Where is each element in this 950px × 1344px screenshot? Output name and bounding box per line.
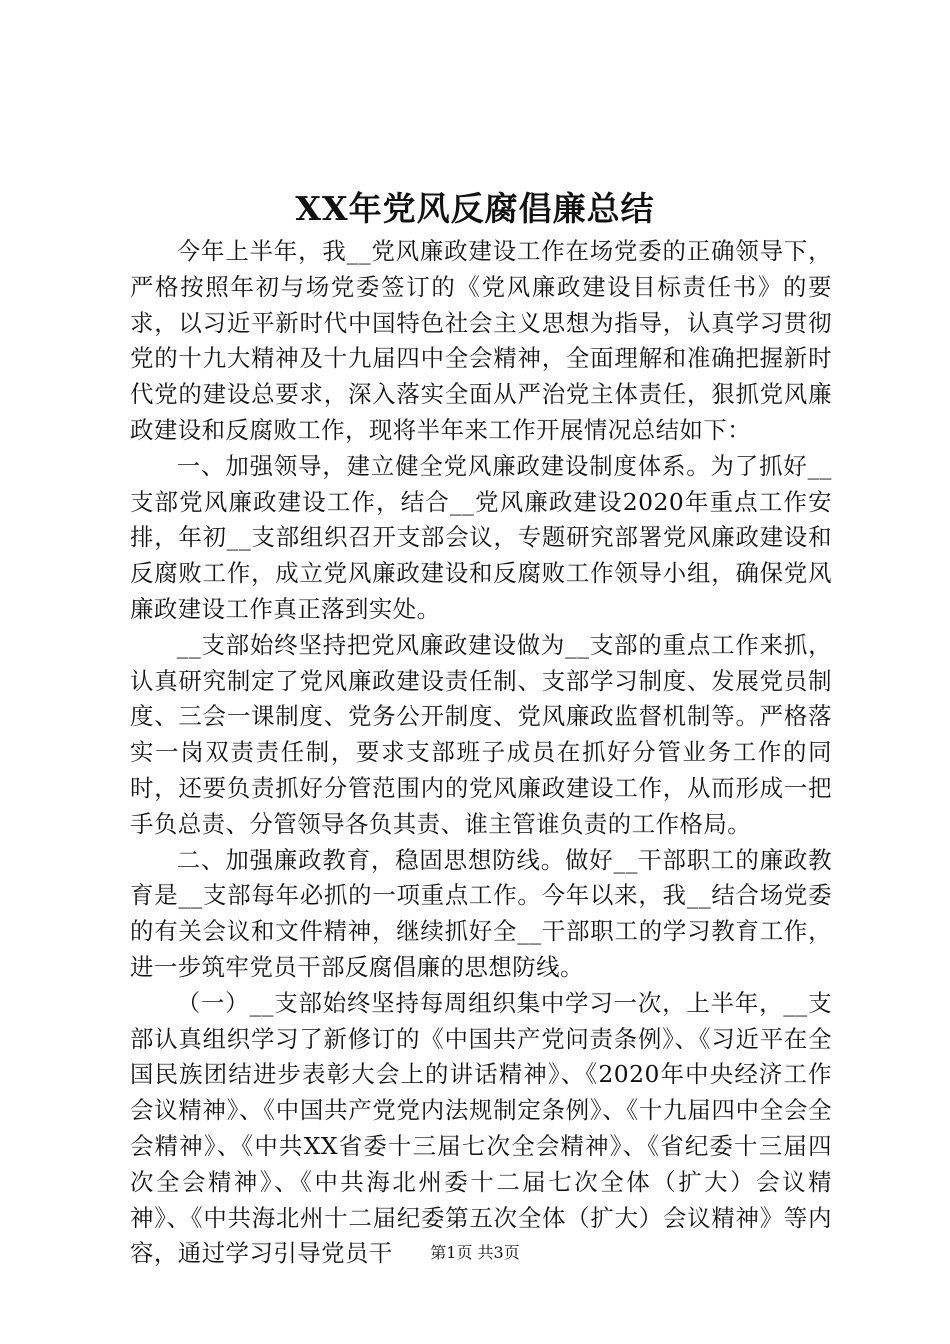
page-footer: 第1页 共3页 — [430, 1243, 520, 1262]
paragraph-section-1: 一、加强领导，建立健全党风廉政建设制度体系。为了抓好__支部党风廉政建设工作，结合__党风廉政建设2020年重点工作安排，年初__支部组织召开支部会议，专题研究部署党风廉政建设和反腐败工作，成立党风廉政建设和反腐败工作领导小组，确保党风廉政建设工作真正落到实处。 — [130, 451, 832, 623]
paragraph-section-2-item-1: （一）__支部始终坚持每周组织集中学习一次，上半年，__支部认真组织学习了新修订的《中国共产党问责条例》、《习近平在全国民族团结进步表彰大会上的讲话精神》、《2020年中央经济工作会议精神》、《中国共产党党内法规制定条例》、《十九届四中全会全会精神》、《中共XX省委十三届七次全会精神》、《省纪委十三届四次全会精神》、《中共海北州委十二届七次全体（扩大）会议精神》、《中共海北州十二届纪委第五次全体（扩大）会议精神》等内容，通过学习引导党员干 — [130, 988, 832, 1268]
paragraph-intro: 今年上半年，我__党风廉政建设工作在场党委的正确领导下，严格按照年初与场党委签订的《党风廉政建设目标责任书》的要求，以习近平新时代中国特色社会主义思想为指导，认真学习贯彻党的十九大精神及十九届四中全会精神，全面理解和准确把握新时代党的建设总要求，深入落实全面从严治党主体责任，狠抓党风廉政建设和反腐败工作，现将半年来工作开展情况总结如下： — [130, 237, 832, 444]
paragraph-section-2: 二、加强廉政教育，稳固思想防线。做好__干部职工的廉政教育是__支部每年必抓的一项重点工作。今年以来，我__结合场党委的有关会议和文件精神，继续抓好全__干部职工的学习教育工作，进一步筑牢党员干部反腐倡廉的思想防线。 — [130, 845, 832, 981]
document-title: XX年党风反腐倡廉总结 — [295, 189, 655, 228]
paragraph-section-1-detail: __支部始终坚持把党风廉政建设做为__支部的重点工作来抓，认真研究制定了党风廉政建设责任制、支部学习制度、发展党员制度、三会一课制度、党务公开制度、党风廉政监督机制等。严格落实一岗双责责任制，要求支部班子成员在抓好分管业务工作的同时，还要负责抓好分管范围内的党风廉政建设工作，从而形成一把手负总责、分管领导各负其责、谁主管谁负责的工作格局。 — [130, 630, 832, 838]
document-body — [130, 234, 832, 1272]
